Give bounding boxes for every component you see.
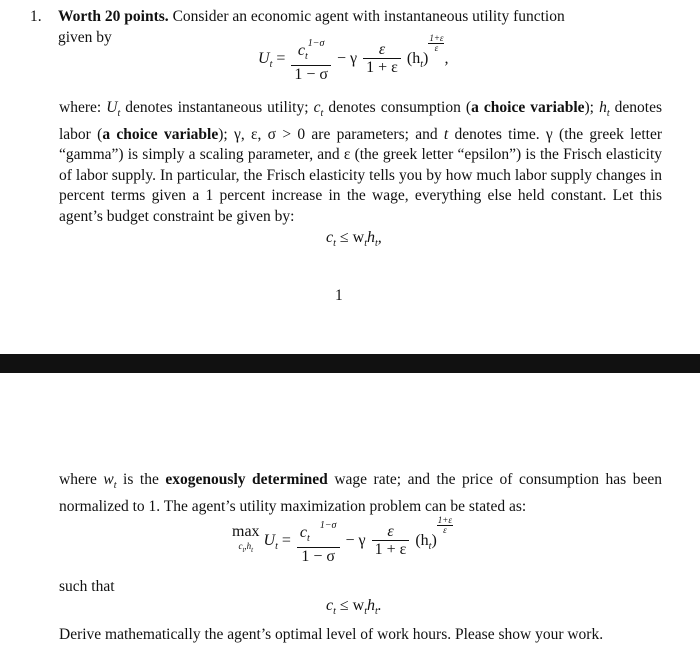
max-operator: max $c_t,h_t$: [232, 523, 260, 555]
utility-fraction-2: $\frac{\varepsilon}{1 + \varepsilon}$: [363, 41, 401, 77]
wage-paragraph: where $w_t$ is the exogenously determined wage rate; and the price of consumption has been normalized to 1. The agent’s utility maximization problem can be stated as:: [59, 471, 663, 515]
utility-equation: $U_t$ = $\frac{c_t^{1-\sigma}}{1 - \sigma}$ − γ $\frac{\varepsilon}{1 + \varepsilon}$ $(h_t)$ $\frac{1+\varepsilon}{\varepsilon}$ ,: [258, 33, 449, 83]
budget-constraint-1: $c_t \le w_th_t$,: [326, 229, 382, 249]
page-2: [0, 373, 700, 645]
utility-fraction-1: $\frac{c_t^{1-\sigma}}{1 - \sigma}$: [291, 35, 331, 84]
intro-line-1: Consider an economic agent with instantaneous utility function: [172, 8, 565, 25]
page-divider: [0, 354, 700, 373]
maximization-equation: max $c_t,h_t$ $U_t$ = $\frac{c_t^{1-\sigma}}{1 - \sigma}$ − γ $\frac{\varepsilon}{1 + \varepsilon}$ $(h_t)$ $\frac{1+\varepsilon}{\varepsilon}$: [232, 515, 452, 565]
problem-title: Worth 20 points.: [58, 8, 169, 25]
problem-number: 1.: [30, 8, 42, 25]
max-fraction-1: $\frac{c_t^{1-\sigma}}{1 - \sigma}$: [297, 517, 340, 566]
variable-definitions: where: $U_t$ denotes instantaneous utility; $c_t$ denotes consumption (a choice variable); $h_t$ denotes labor (a choice variable); γ, ε, σ > 0 are parameters; and t denotes time. γ (the greek letter “gamma”) is simply a scaling parameter, and ε (the greek letter “epsilon”) is the Frisch elasticity of labor supply. In particular, the Frisch elasticity tells you by how much labor supply changes in percent terms given a 1 percent increase in the wage, everything else held constant. Let this agent’s budget constraint be given by:: [59, 99, 663, 225]
such-that-label: such that: [59, 578, 115, 595]
page-number: 1: [335, 287, 343, 304]
budget-constraint-2: $c_t \le w_th_t$.: [326, 597, 382, 617]
derive-instruction: Derive mathematically the agent’s optimal level of work hours. Please show your work.: [59, 626, 604, 643]
max-fraction-2: $\frac{\varepsilon}{1 + \varepsilon}$: [372, 523, 410, 559]
intro-line-2: given by: [58, 28, 112, 46]
